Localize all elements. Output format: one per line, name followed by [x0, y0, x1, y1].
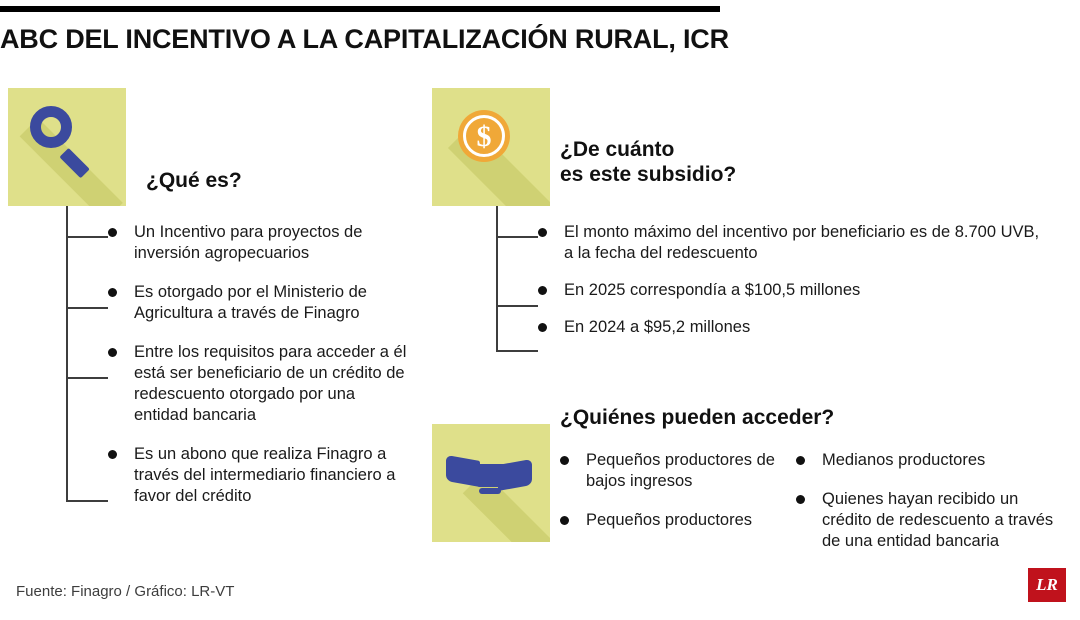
connector-branch-de-cuanto-2	[496, 305, 538, 307]
list-item	[796, 489, 1066, 552]
dollar-coin-icon	[432, 88, 550, 206]
bullet-dot	[796, 495, 805, 504]
section-heading-line1: ¿De cuánto	[560, 138, 675, 161]
top-divider	[0, 6, 720, 12]
connector-branch-de-cuanto-1	[496, 236, 538, 238]
list-item-label: Pequeños productores	[586, 511, 753, 529]
bullet-dot	[796, 456, 805, 465]
list-item	[560, 510, 775, 531]
list-que-es	[108, 222, 408, 525]
list-item-label: Medianos productores	[822, 451, 986, 469]
list-item	[538, 280, 1048, 301]
magnifier-lens	[30, 106, 72, 148]
page-title: ABC DEL INCENTIVO A LA CAPITALIZACIÓN RURAL, ICR	[0, 24, 729, 54]
bullet-dot	[538, 228, 547, 237]
section-heading-de-cuanto	[560, 137, 736, 187]
list-item	[538, 317, 1048, 338]
list-item	[796, 450, 1066, 471]
connector-branch-que-es-2	[66, 307, 108, 309]
list-item	[538, 222, 1048, 264]
list-item-label: Entre los requisitos para acceder a él está ser beneficiario de un crédito de redescuento otorgado por una entidad bancaria	[134, 343, 407, 424]
list-item	[108, 222, 408, 264]
list-item-label: El monto máximo del incentivo por beneficiario es de 8.700 UVB, a la fecha del redescuento	[564, 223, 1040, 262]
handshake-icon	[432, 424, 550, 542]
section-heading-quienes: ¿Quiénes pueden acceder?	[560, 406, 835, 429]
bullet-dot	[108, 450, 117, 459]
connector-trunk-que-es	[66, 206, 68, 501]
list-item	[560, 450, 775, 492]
list-item-label: Es un abono que realiza Finagro a través del intermediario financiero a favor del crédito	[134, 445, 396, 505]
bullet-dot	[108, 228, 117, 237]
connector-trunk-de-cuanto	[496, 206, 498, 351]
connector-branch-que-es-4	[66, 500, 108, 502]
coin-body	[458, 110, 510, 162]
list-de-cuanto	[538, 222, 1048, 354]
connector-branch-que-es-1	[66, 236, 108, 238]
list-item	[108, 444, 408, 507]
section-heading-line2: es este subsidio?	[560, 163, 737, 186]
list-quienes-right	[796, 450, 1066, 570]
bullet-dot	[560, 516, 569, 525]
list-item-label: En 2025 correspondía a $100,5 millones	[564, 281, 861, 299]
bullet-dot	[108, 288, 117, 297]
connector-branch-que-es-3	[66, 377, 108, 379]
dollar-sign-glyph: $	[463, 115, 505, 157]
bullet-dot	[108, 348, 117, 357]
handshake-finger-1	[476, 480, 502, 487]
bullet-dot	[538, 286, 547, 295]
list-quienes-left	[560, 450, 775, 549]
list-item-label: Quienes hayan recibido un crédito de redescuento a través de una entidad bancaria	[822, 490, 1054, 550]
list-item	[108, 342, 408, 426]
source-credit: Fuente: Finagro / Gráfico: LR-VT	[16, 583, 235, 600]
magnifier-icon	[8, 88, 126, 206]
bullet-dot	[560, 456, 569, 465]
list-item-label: Es otorgado por el Ministerio de Agricultura a través de Finagro	[134, 283, 367, 322]
list-item	[108, 282, 408, 324]
section-heading-que-es: ¿Qué es?	[146, 169, 242, 192]
list-item-label: Un Incentivo para proyectos de inversión agropecuarios	[134, 223, 363, 262]
bullet-dot	[538, 323, 547, 332]
connector-branch-de-cuanto-3	[496, 350, 538, 352]
lr-logo: LR	[1028, 568, 1066, 602]
list-item-label: En 2024 a $95,2 millones	[564, 318, 751, 336]
handshake-finger-2	[479, 488, 501, 494]
list-item-label: Pequeños productores de bajos ingresos	[586, 451, 775, 490]
